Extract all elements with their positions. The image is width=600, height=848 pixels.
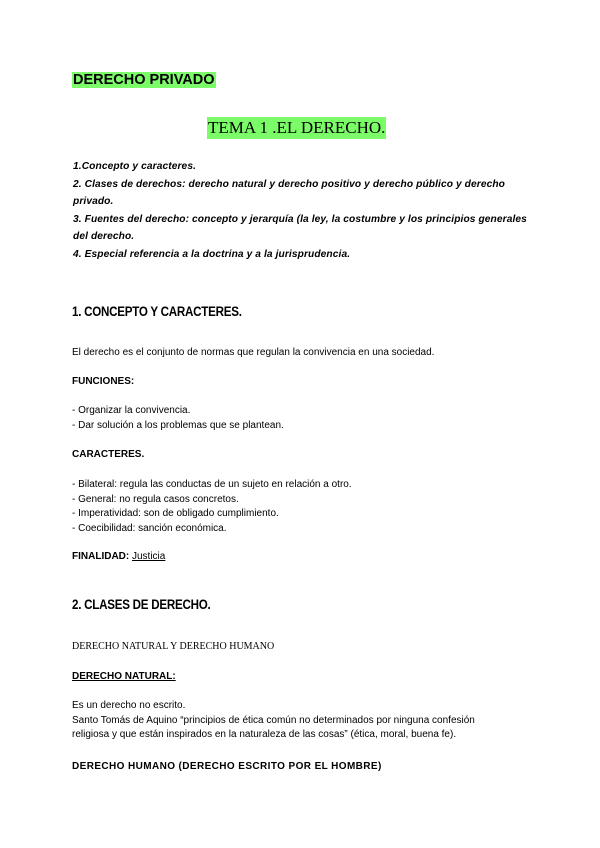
topic-index <box>73 158 543 263</box>
index-item: 3. Fuentes del derecho: concepto y jerarquía (la ley, la costumbre y los principios generales del derecho. <box>73 213 527 242</box>
list-item: - Bilateral: regula las conductas de un sujeto en relación a otro. <box>72 479 352 490</box>
list-item: - Imperatividad: son de obligado cumplimiento. <box>72 508 279 519</box>
caracteres-list <box>72 478 352 536</box>
paragraph-line: Es un derecho no escrito. <box>72 700 186 711</box>
finalidad-label: FINALIDAD: <box>72 551 130 562</box>
derecho-natural-text <box>72 699 475 743</box>
paragraph-line: religiosa y que están inspirados en la naturaleza de las cosas” (ética, moral, buena fe). <box>72 729 457 740</box>
finalidad-line <box>72 551 165 562</box>
index-item: 1.Concepto y caracteres. <box>73 161 197 172</box>
list-item: - Dar solución a los problemas que se plantean. <box>72 419 284 431</box>
tema-title: TEMA 1 .EL DERECHO. <box>208 118 386 137</box>
section1-heading: 1. CONCEPTO Y CARACTERES. <box>72 304 242 319</box>
list-item: - Organizar la convivencia. <box>72 405 191 416</box>
finalidad-value: Justicia <box>132 551 166 562</box>
section2-subheading: DERECHO NATURAL Y DERECHO HUMANO <box>72 641 275 652</box>
document-title: DERECHO PRIVADO <box>73 72 215 88</box>
definition-text: El derecho es el conjunto de normas que regulan la convivencia en una sociedad. <box>72 347 435 358</box>
paragraph-line: Santo Tomás de Aquino “principios de ética común no determinados por ninguna confesión <box>72 714 475 726</box>
index-item: 2. Clases de derechos: derecho natural y derecho positivo y derecho público y derecho privado. <box>73 178 505 207</box>
derecho-humano-label: DERECHO HUMANO (DERECHO ESCRITO POR EL HOMBRE) <box>72 761 382 772</box>
funciones-list <box>72 404 284 433</box>
funciones-label: FUNCIONES: <box>72 376 135 387</box>
caracteres-label: CARACTERES. <box>72 449 145 460</box>
list-item: - Coecibilidad: sanción económica. <box>72 522 227 534</box>
index-item: 4. Especial referencia a la doctrina y a la jurisprudencia. <box>73 248 351 260</box>
derecho-natural-label: DERECHO NATURAL: <box>72 671 176 682</box>
list-item: - General: no regula casos concretos. <box>72 493 239 505</box>
section2-heading: 2. CLASES DE DERECHO. <box>72 597 211 612</box>
